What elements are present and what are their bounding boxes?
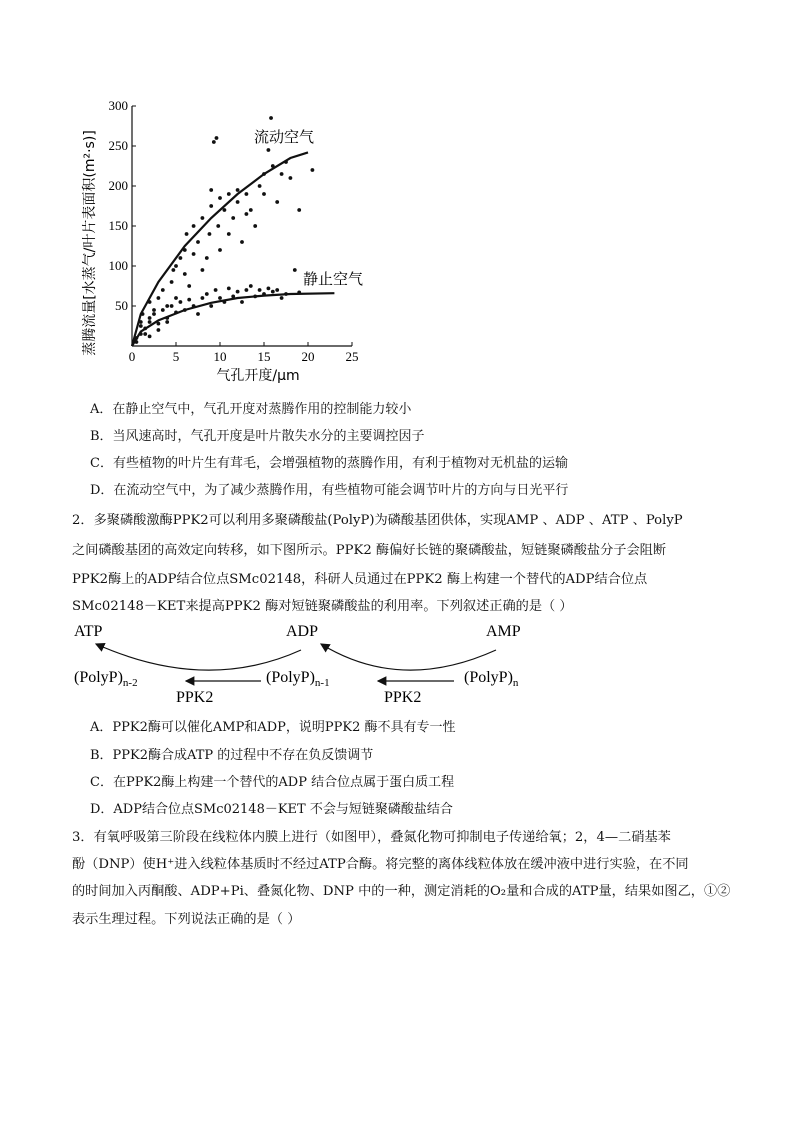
data-point-flowing-air xyxy=(196,240,200,244)
data-point-flowing-air xyxy=(170,280,174,284)
q3-stem-line-4: 表示生理过程。下列说法正确的是（ ） xyxy=(72,912,301,927)
data-point-still-air xyxy=(209,304,213,308)
data-point-flowing-air xyxy=(185,232,189,236)
y-tick-label: 250 xyxy=(108,138,128,153)
data-point-still-air xyxy=(267,287,271,291)
data-point-flowing-air xyxy=(245,192,249,196)
series-label-still-air: 静止空气 xyxy=(303,270,364,288)
data-point-flowing-air xyxy=(267,148,271,152)
data-point-flowing-air xyxy=(139,324,143,328)
data-point-flowing-air xyxy=(201,216,205,220)
data-point-flowing-air xyxy=(205,256,209,260)
x-tick-label: 10 xyxy=(213,349,227,364)
y-tick-label: 50 xyxy=(115,298,128,313)
data-point-still-air xyxy=(148,316,152,320)
q1-option-b: B．当风速高时，气孔开度是叶片散失水分的主要调控因子 xyxy=(90,429,425,444)
data-point-flowing-air xyxy=(275,200,279,204)
y-tick-label: 300 xyxy=(108,98,128,113)
data-point-flowing-air xyxy=(216,224,220,228)
arc-adp-to-atp xyxy=(96,644,301,670)
y-tick-label: 100 xyxy=(108,258,128,273)
data-point-flowing-air xyxy=(157,328,161,332)
x-axis-label: 气孔开度/μm xyxy=(216,368,300,384)
q3-stem-line-1: 3．有氧呼吸第三阶段在线粒体内膜上进行（如图甲），叠氮化物可抑制电子传递给氧；2，4—二硝基苯 xyxy=(72,830,671,845)
data-point-flowing-air xyxy=(165,304,169,308)
data-point-flowing-air xyxy=(215,136,219,140)
data-point-flowing-air xyxy=(227,192,231,196)
label-adp: ADP xyxy=(286,623,319,640)
q2-stem-line-2: 之间磷酸基团的高效定向转移，如下图所示。PPK2 酶偏好长链的聚磷酸盐，短链聚磷酸盐分子会阻断 xyxy=(72,543,667,558)
data-point-flowing-air xyxy=(280,172,284,176)
data-point-still-air xyxy=(280,296,284,300)
data-point-still-air xyxy=(240,300,244,304)
data-point-still-air xyxy=(165,320,169,324)
data-point-flowing-air xyxy=(227,232,231,236)
data-point-still-air xyxy=(148,335,152,339)
data-point-still-air xyxy=(227,287,231,291)
x-tick-label: 15 xyxy=(257,349,271,364)
data-point-flowing-air xyxy=(192,224,196,228)
data-point-flowing-air xyxy=(179,256,183,260)
data-point-flowing-air xyxy=(174,264,178,268)
data-point-flowing-air xyxy=(157,296,161,300)
label-polyp-n: $(PolyP)_n$ xyxy=(464,669,519,689)
data-point-flowing-air xyxy=(171,268,175,272)
q2-option-a: A．PPK2酶可以催化AMP和ADP，说明PPK2 酶不具有专一性 xyxy=(90,720,456,735)
data-point-still-air xyxy=(152,312,156,316)
label-atp: ATP xyxy=(74,623,103,640)
q2-option-c: C．在PPK2酶上构建一个替代的ADP 结合位点属于蛋白质工程 xyxy=(90,775,455,790)
data-point-flowing-air xyxy=(269,116,273,120)
label-amp: AMP xyxy=(486,623,521,640)
y-tick-label: 200 xyxy=(108,178,128,193)
data-point-still-air xyxy=(214,288,218,292)
q2-stem-line-1: 2．多聚磷酸激酶PPK2可以利用多聚磷酸盐(PolyP)为磷酸基团供体，实现AMP 、ADP 、ATP 、PolyP xyxy=(72,513,683,528)
data-point-flowing-air xyxy=(208,232,212,236)
x-tick-label: 0 xyxy=(128,349,136,364)
data-point-flowing-air xyxy=(161,288,165,292)
data-point-still-air xyxy=(271,290,275,294)
data-point-still-air xyxy=(258,288,262,292)
data-point-still-air xyxy=(161,308,165,312)
data-point-still-air xyxy=(249,284,253,288)
fit-curve-still-air xyxy=(132,293,334,346)
data-point-flowing-air xyxy=(148,320,152,324)
data-point-flowing-air xyxy=(212,140,216,144)
data-point-flowing-air xyxy=(143,332,147,336)
x-tick-label: 20 xyxy=(301,349,315,364)
data-point-flowing-air xyxy=(209,204,213,208)
data-point-flowing-air xyxy=(262,192,266,196)
arc-amp-to-adp xyxy=(321,644,496,670)
data-point-flowing-air xyxy=(152,308,156,312)
series-label-flowing-air: 流动空气 xyxy=(254,128,315,146)
label-ppk2-left: PPK2 xyxy=(176,689,214,706)
ppk2-reaction-diagram xyxy=(66,618,546,710)
data-point-still-air xyxy=(139,320,143,324)
data-point-flowing-air xyxy=(236,200,240,204)
data-point-flowing-air xyxy=(183,272,187,276)
y-tick-label: 150 xyxy=(108,218,128,233)
data-point-flowing-air xyxy=(218,248,222,252)
data-point-flowing-air xyxy=(192,252,196,256)
data-point-flowing-air xyxy=(209,188,213,192)
label-polyp-n1: $(PolyP)_{n-1}$ xyxy=(266,669,330,689)
q1-option-d: D．在流动空气中，为了减少蒸腾作用，有些植物可能会调节叶片的方向与日光平行 xyxy=(90,483,569,498)
data-point-flowing-air xyxy=(174,296,178,300)
data-point-still-air xyxy=(201,296,205,300)
q2-stem-line-4: SMc02148－KET来提高PPK2 酶对短链聚磷酸盐的利用率。下列叙述正确的是（ ） xyxy=(72,599,573,614)
data-point-still-air xyxy=(218,296,222,300)
data-point-flowing-air xyxy=(201,268,205,272)
data-point-flowing-air xyxy=(231,216,235,220)
data-point-still-air xyxy=(205,292,209,296)
data-point-still-air xyxy=(187,298,191,302)
data-point-flowing-air xyxy=(218,196,222,200)
data-point-flowing-air xyxy=(253,224,257,228)
data-point-flowing-air xyxy=(245,212,249,216)
data-point-flowing-air xyxy=(240,240,244,244)
data-point-flowing-air xyxy=(297,208,301,212)
data-point-still-air xyxy=(293,268,297,272)
data-point-still-air xyxy=(196,312,200,316)
label-ppk2-right: PPK2 xyxy=(384,689,422,706)
data-point-flowing-air xyxy=(258,184,262,188)
q1-option-a: A．在静止空气中，气孔开度对蒸腾作用的控制能力较小 xyxy=(90,402,412,417)
q3-stem-line-3: 的时间加入丙酮酸、ADP+Pi、叠氮化物、DNP 中的一种，测定消耗的O₂量和合成的ATP量，结果如图乙，①② xyxy=(72,884,731,899)
x-tick-label: 5 xyxy=(172,349,180,364)
q1-option-c: C．有些植物的叶片生有茸毛，会增强植物的蒸腾作用，有利于植物对无机盐的运输 xyxy=(90,456,568,471)
label-polyp-n2: $(PolyP)_{n-2}$ xyxy=(74,669,138,689)
data-point-flowing-air xyxy=(289,176,293,180)
data-point-still-air xyxy=(170,304,174,308)
data-point-still-air xyxy=(245,288,249,292)
data-point-flowing-air xyxy=(249,208,253,212)
data-point-flowing-air xyxy=(236,188,240,192)
y-axis-label: 蒸腾流量[水蒸气/叶片表面积(m²·s)] xyxy=(82,130,98,356)
data-point-still-air xyxy=(179,300,183,304)
transpiration-scatter-chart xyxy=(70,98,390,388)
data-point-still-air xyxy=(275,288,279,292)
q3-stem-line-2: 酚（DNP）使H⁺进入线粒体基质时不经过ATP合酶。将完整的离体线粒体放在缓冲液中进行实验，在不同 xyxy=(72,857,689,872)
data-point-flowing-air xyxy=(311,168,315,172)
data-point-flowing-air xyxy=(187,284,191,288)
q2-option-b: B．PPK2酶合成ATP 的过程中不存在负反馈调节 xyxy=(90,748,374,763)
data-point-still-air xyxy=(236,290,240,294)
x-tick-label: 25 xyxy=(345,349,359,364)
q2-option-d: D．ADP结合位点SMc02148－KET 不会与短链聚磷酸盐结合 xyxy=(90,802,453,817)
q2-stem-line-3: PPK2酶上的ADP结合位点SMc02148，科研人员通过在PPK2 酶上构建一个替代的ADP结合位点 xyxy=(72,572,648,587)
